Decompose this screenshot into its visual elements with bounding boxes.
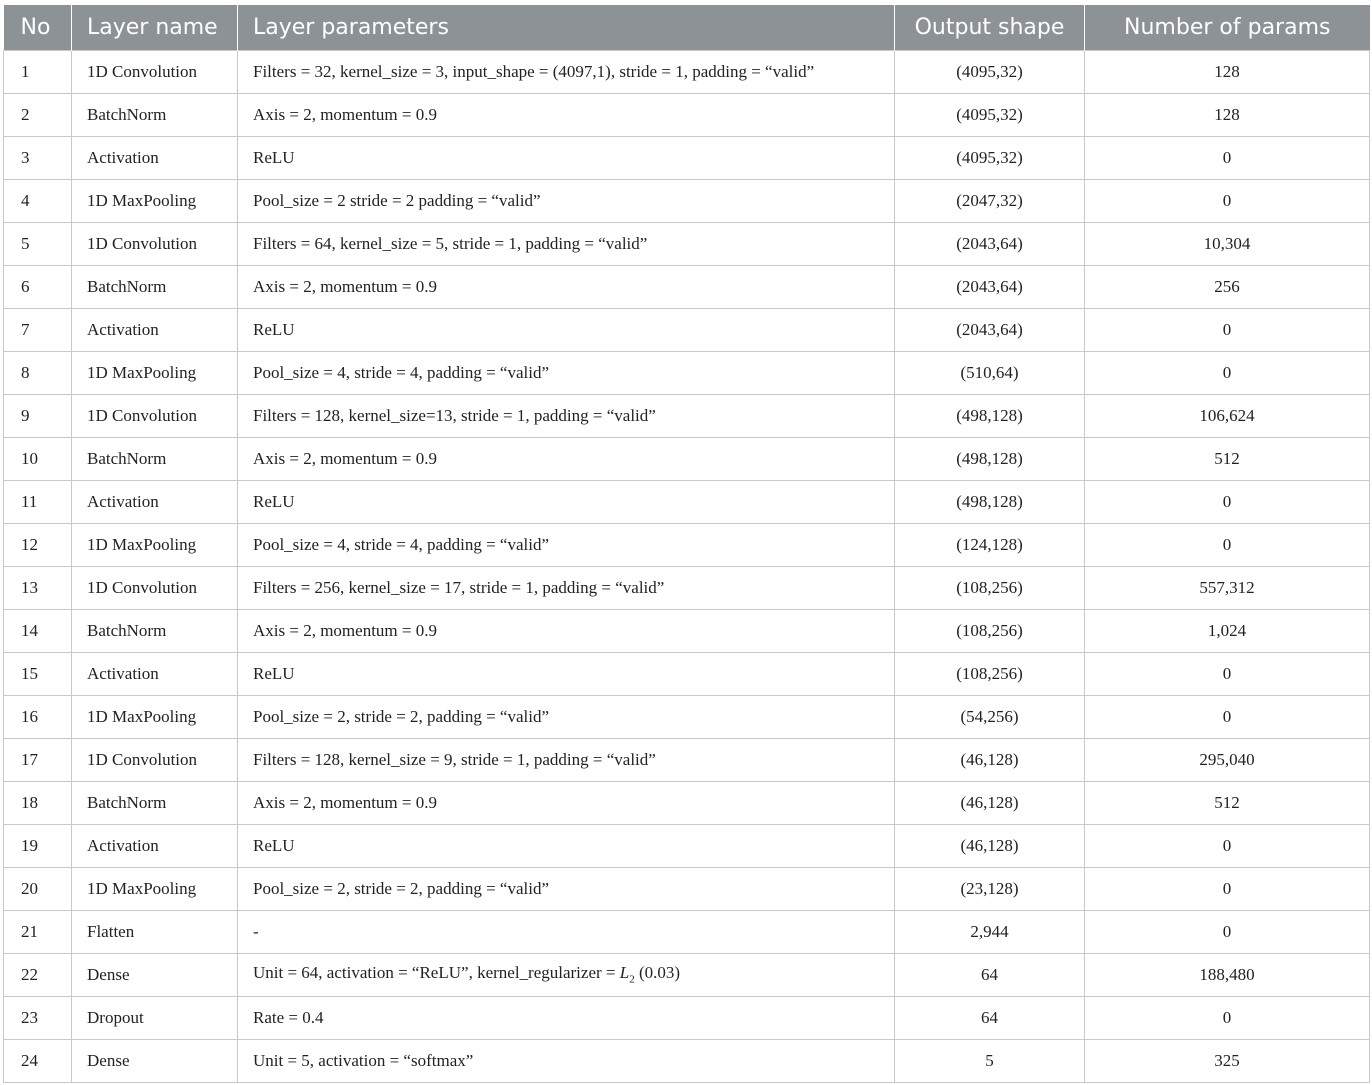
number-of-params-cell: 557,312 [1085, 566, 1370, 609]
layer-parameters-cell: Pool_size = 2, stride = 2, padding = “valid” [238, 695, 895, 738]
output-shape-cell: (108,256) [895, 566, 1085, 609]
row-number-cell: 24 [4, 1039, 72, 1082]
layer-parameters-cell: ReLU [238, 308, 895, 351]
row-number-cell: 4 [4, 179, 72, 222]
table-row [4, 1039, 1370, 1082]
table-body [4, 50, 1370, 1082]
layer-name-cell: Activation [72, 824, 238, 867]
regularizer-value: (0.03) [634, 963, 681, 983]
layer-parameters-cell: Pool_size = 2 stride = 2 padding = “valid” [238, 179, 895, 222]
regularizer-subscript: 2 [629, 973, 635, 986]
row-number-cell: 13 [4, 566, 72, 609]
header-layer-parameters: Layer parameters [238, 5, 895, 50]
table-row [4, 996, 1370, 1039]
row-number-cell: 11 [4, 480, 72, 523]
table-row [4, 394, 1370, 437]
layer-parameters-cell: ReLU [238, 480, 895, 523]
row-number-cell: 22 [4, 953, 72, 996]
table-header [4, 5, 1370, 50]
table-row [4, 136, 1370, 179]
output-shape-cell: (510,64) [895, 351, 1085, 394]
row-number-cell: 17 [4, 738, 72, 781]
layer-parameters-cell: Axis = 2, momentum = 0.9 [238, 609, 895, 652]
layer-parameters-cell: Pool_size = 4, stride = 4, padding = “valid” [238, 523, 895, 566]
number-of-params-cell: 106,624 [1085, 394, 1370, 437]
layer-name-cell: 1D Convolution [72, 394, 238, 437]
number-of-params-cell: 256 [1085, 265, 1370, 308]
layer-name-cell: Activation [72, 652, 238, 695]
table-row [4, 652, 1370, 695]
header-row [4, 5, 1370, 50]
output-shape-cell: (2043,64) [895, 265, 1085, 308]
table-row [4, 351, 1370, 394]
number-of-params-cell: 0 [1085, 867, 1370, 910]
layer-parameters-cell: ReLU [238, 824, 895, 867]
layer-name-cell: Activation [72, 308, 238, 351]
number-of-params-cell: 325 [1085, 1039, 1370, 1082]
table-row [4, 609, 1370, 652]
layer-name-cell: BatchNorm [72, 609, 238, 652]
layer-name-cell: Flatten [72, 910, 238, 953]
output-shape-cell: (46,128) [895, 824, 1085, 867]
number-of-params-cell: 0 [1085, 996, 1370, 1039]
layer-name-cell: 1D MaxPooling [72, 867, 238, 910]
layer-name-cell: BatchNorm [72, 437, 238, 480]
row-number-cell: 12 [4, 523, 72, 566]
table-row [4, 910, 1370, 953]
number-of-params-cell: 512 [1085, 437, 1370, 480]
layer-name-cell: Activation [72, 136, 238, 179]
layer-parameters-cell: ReLU [238, 136, 895, 179]
table-row [4, 738, 1370, 781]
output-shape-cell: (23,128) [895, 867, 1085, 910]
table-row [4, 824, 1370, 867]
layer-name-cell: 1D Convolution [72, 738, 238, 781]
layer-parameters-cell: - [238, 910, 895, 953]
output-shape-cell: (498,128) [895, 437, 1085, 480]
layer-name-cell: 1D Convolution [72, 222, 238, 265]
number-of-params-cell: 0 [1085, 652, 1370, 695]
row-number-cell: 9 [4, 394, 72, 437]
header-output-shape: Output shape [895, 5, 1085, 50]
layer-parameters-cell: Axis = 2, momentum = 0.9 [238, 437, 895, 480]
output-shape-cell: (498,128) [895, 394, 1085, 437]
row-number-cell: 15 [4, 652, 72, 695]
layer-name-cell: 1D Convolution [72, 566, 238, 609]
output-shape-cell: (2043,64) [895, 222, 1085, 265]
number-of-params-cell: 0 [1085, 308, 1370, 351]
layer-name-cell: Activation [72, 480, 238, 523]
row-number-cell: 21 [4, 910, 72, 953]
layer-parameters-cell: Filters = 128, kernel_size=13, stride = 1, padding = “valid” [238, 394, 895, 437]
layer-parameters-cell: Axis = 2, momentum = 0.9 [238, 265, 895, 308]
output-shape-cell: 2,944 [895, 910, 1085, 953]
layer-parameters-cell [238, 953, 895, 996]
table-row [4, 437, 1370, 480]
row-number-cell: 7 [4, 308, 72, 351]
output-shape-cell: (54,256) [895, 695, 1085, 738]
layer-parameters-cell: Filters = 32, kernel_size = 3, input_shape = (4097,1), stride = 1, padding = “valid” [238, 50, 895, 93]
layer-name-cell: 1D MaxPooling [72, 695, 238, 738]
table-row [4, 222, 1370, 265]
output-shape-cell: (124,128) [895, 523, 1085, 566]
output-shape-cell: 5 [895, 1039, 1085, 1082]
number-of-params-cell: 512 [1085, 781, 1370, 824]
layer-parameters-cell: Unit = 5, activation = “softmax” [238, 1039, 895, 1082]
number-of-params-cell: 188,480 [1085, 953, 1370, 996]
output-shape-cell: (108,256) [895, 609, 1085, 652]
number-of-params-cell: 0 [1085, 136, 1370, 179]
table-row [4, 953, 1370, 996]
output-shape-cell: (46,128) [895, 781, 1085, 824]
table-row [4, 695, 1370, 738]
header-number-of-params: Number of params [1085, 5, 1370, 50]
row-number-cell: 14 [4, 609, 72, 652]
row-number-cell: 2 [4, 93, 72, 136]
number-of-params-cell: 295,040 [1085, 738, 1370, 781]
number-of-params-cell: 10,304 [1085, 222, 1370, 265]
regularizer-symbol: L [619, 963, 630, 983]
layer-name-cell: BatchNorm [72, 781, 238, 824]
layer-parameters-cell: ReLU [238, 652, 895, 695]
table-row [4, 265, 1370, 308]
row-number-cell: 19 [4, 824, 72, 867]
number-of-params-cell: 0 [1085, 480, 1370, 523]
output-shape-cell: (4095,32) [895, 136, 1085, 179]
layer-parameters-text: Unit = 64, activation = “ReLU”, kernel_regularizer = [253, 963, 620, 983]
layer-name-cell: Dense [72, 1039, 238, 1082]
output-shape-cell: (108,256) [895, 652, 1085, 695]
header-layer-name: Layer name [72, 5, 238, 50]
number-of-params-cell: 0 [1085, 695, 1370, 738]
layer-parameters-cell: Filters = 256, kernel_size = 17, stride = 1, padding = “valid” [238, 566, 895, 609]
number-of-params-cell: 1,024 [1085, 609, 1370, 652]
layer-name-cell: BatchNorm [72, 265, 238, 308]
layer-name-cell: 1D Convolution [72, 50, 238, 93]
table-row [4, 179, 1370, 222]
row-number-cell: 23 [4, 996, 72, 1039]
layer-name-cell: 1D MaxPooling [72, 351, 238, 394]
output-shape-cell: (4095,32) [895, 50, 1085, 93]
number-of-params-cell: 0 [1085, 179, 1370, 222]
table-row [4, 566, 1370, 609]
number-of-params-cell: 0 [1085, 824, 1370, 867]
row-number-cell: 16 [4, 695, 72, 738]
row-number-cell: 6 [4, 265, 72, 308]
output-shape-cell: 64 [895, 996, 1085, 1039]
output-shape-cell: (4095,32) [895, 93, 1085, 136]
layer-parameters-cell: Filters = 64, kernel_size = 5, stride = 1, padding = “valid” [238, 222, 895, 265]
layer-name-cell: 1D MaxPooling [72, 523, 238, 566]
layer-parameters-cell: Pool_size = 2, stride = 2, padding = “valid” [238, 867, 895, 910]
output-shape-cell: 64 [895, 953, 1085, 996]
output-shape-cell: (498,128) [895, 480, 1085, 523]
table-row [4, 308, 1370, 351]
layer-parameters-cell: Pool_size = 4, stride = 4, padding = “valid” [238, 351, 895, 394]
number-of-params-cell: 0 [1085, 523, 1370, 566]
table-row [4, 480, 1370, 523]
table-row [4, 50, 1370, 93]
row-number-cell: 8 [4, 351, 72, 394]
output-shape-cell: (2043,64) [895, 308, 1085, 351]
layer-parameters-cell: Axis = 2, momentum = 0.9 [238, 781, 895, 824]
layer-parameters-cell: Rate = 0.4 [238, 996, 895, 1039]
output-shape-cell: (46,128) [895, 738, 1085, 781]
number-of-params-cell: 128 [1085, 50, 1370, 93]
layer-parameters-cell: Filters = 128, kernel_size = 9, stride = 1, padding = “valid” [238, 738, 895, 781]
header-no: No [20, 14, 51, 40]
row-number-cell: 20 [4, 867, 72, 910]
row-number-cell: 3 [4, 136, 72, 179]
number-of-params-cell: 128 [1085, 93, 1370, 136]
row-number-cell: 5 [4, 222, 72, 265]
layer-name-cell: BatchNorm [72, 93, 238, 136]
layer-name-cell: Dense [72, 953, 238, 996]
output-shape-cell: (2047,32) [895, 179, 1085, 222]
layer-name-cell: 1D MaxPooling [72, 179, 238, 222]
row-number-cell: 18 [4, 781, 72, 824]
row-number-cell: 10 [4, 437, 72, 480]
table-row [4, 93, 1370, 136]
table-row [4, 867, 1370, 910]
number-of-params-cell: 0 [1085, 351, 1370, 394]
table-row [4, 781, 1370, 824]
layer-parameters-cell: Axis = 2, momentum = 0.9 [238, 93, 895, 136]
layer-table [3, 5, 1370, 1083]
number-of-params-cell: 0 [1085, 910, 1370, 953]
layer-name-cell: Dropout [72, 996, 238, 1039]
table-row [4, 523, 1370, 566]
row-number-cell: 1 [4, 50, 72, 93]
